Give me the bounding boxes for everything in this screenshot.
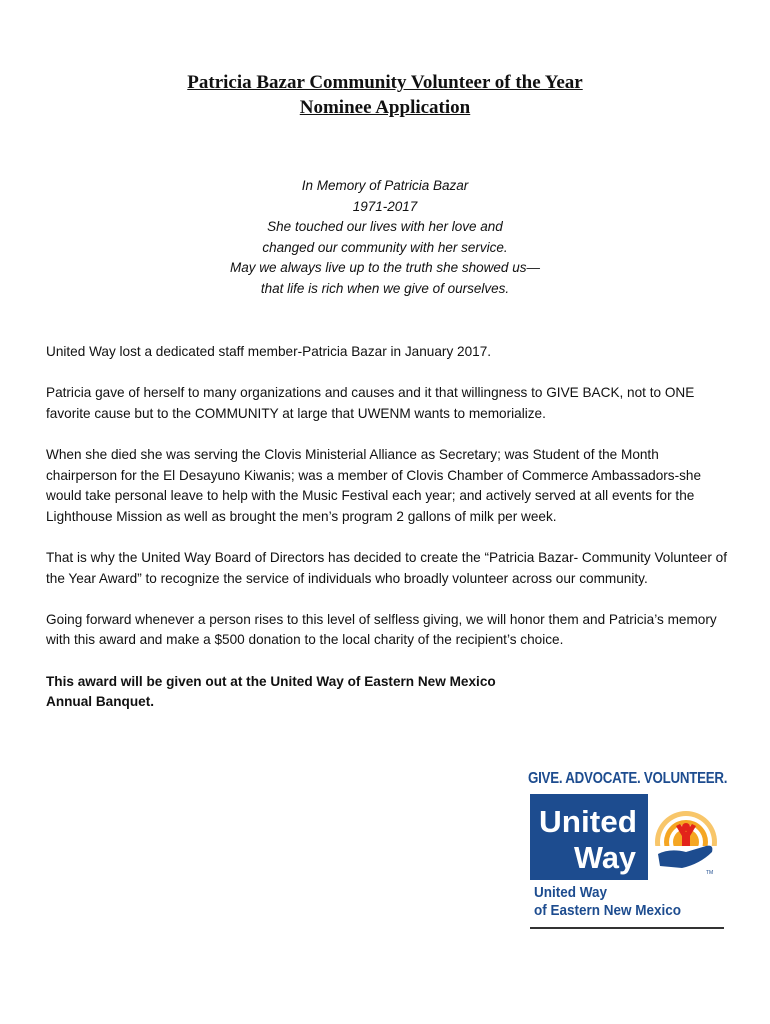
logo-tagline: GIVE. ADVOCATE. VOLUNTEER. [528,770,728,787]
paragraph: Patricia gave of herself to many organizations and causes and it that willingness to GIVE BACK, not to ONE favorite cause but to the COMMUNITY at large that UWENM wants to memorialize. [46,385,695,421]
sunrise-hand-icon [654,811,720,876]
memorial-line: that life is rich when we give of ourselves. [260,280,510,296]
document-title [0,70,770,120]
paragraph: When she died she was serving the Clovis Ministerial Alliance as Secretary; was Student of the Month chairperson for the El Desayuno Kiwanis; was a member of Clovis Chamber of Commerce Ambassadors-she would take personal leave to help with the Music Festival each year; and actively served at all events for the Lighthouse Mission as well as brought the men’s program 2 gallons of milk per week. [46,446,702,524]
logo-divider [530,927,724,929]
title-line-1: Patricia Bazar Community Volunteer of the Year [187,72,583,93]
org-name-line-1: United Way [534,884,608,901]
paragraph: Going forward whenever a person rises to this level of selfless giving, we will honor them and Patricia’s memory with this award and make a $500 donation to the local charity of the recipient’s choice. [46,611,717,648]
memorial-line: May we always live up to the truth she showed us— [230,260,540,276]
logo-mark-graphic [530,794,722,880]
closing-statement: This award will be given out at the United Way of Eastern New Mexico Annual Banquet. [46,673,496,710]
memorial-line: 1971-2017 [352,198,418,214]
logo-org-name [534,884,681,920]
logo-word-united: United [539,804,637,839]
memorial-line: She touched our lives with her love and [267,219,503,235]
united-way-logo [528,770,728,930]
memorial-dedication [0,176,770,300]
logo-word-way: Way [574,840,637,875]
paragraph: That is why the United Way Board of Directors has decided to create the “Patricia Bazar- Community Volunteer of the Year Award” to recognize the service of individuals who broadly volunteer across our community. [46,549,728,586]
paragraph: United Way lost a dedicated staff member-Patricia Bazar in January 2017. [46,344,492,359]
memorial-line: changed our community with her service. [262,239,508,255]
org-name-line-2: of Eastern New Mexico [534,902,682,919]
memorial-line: In Memory of Patricia Bazar [301,178,469,193]
logo-mark [530,794,722,896]
trademark-label: TM [706,870,714,876]
title-line-2: Nominee Application [299,97,471,118]
body-text [46,342,730,733]
